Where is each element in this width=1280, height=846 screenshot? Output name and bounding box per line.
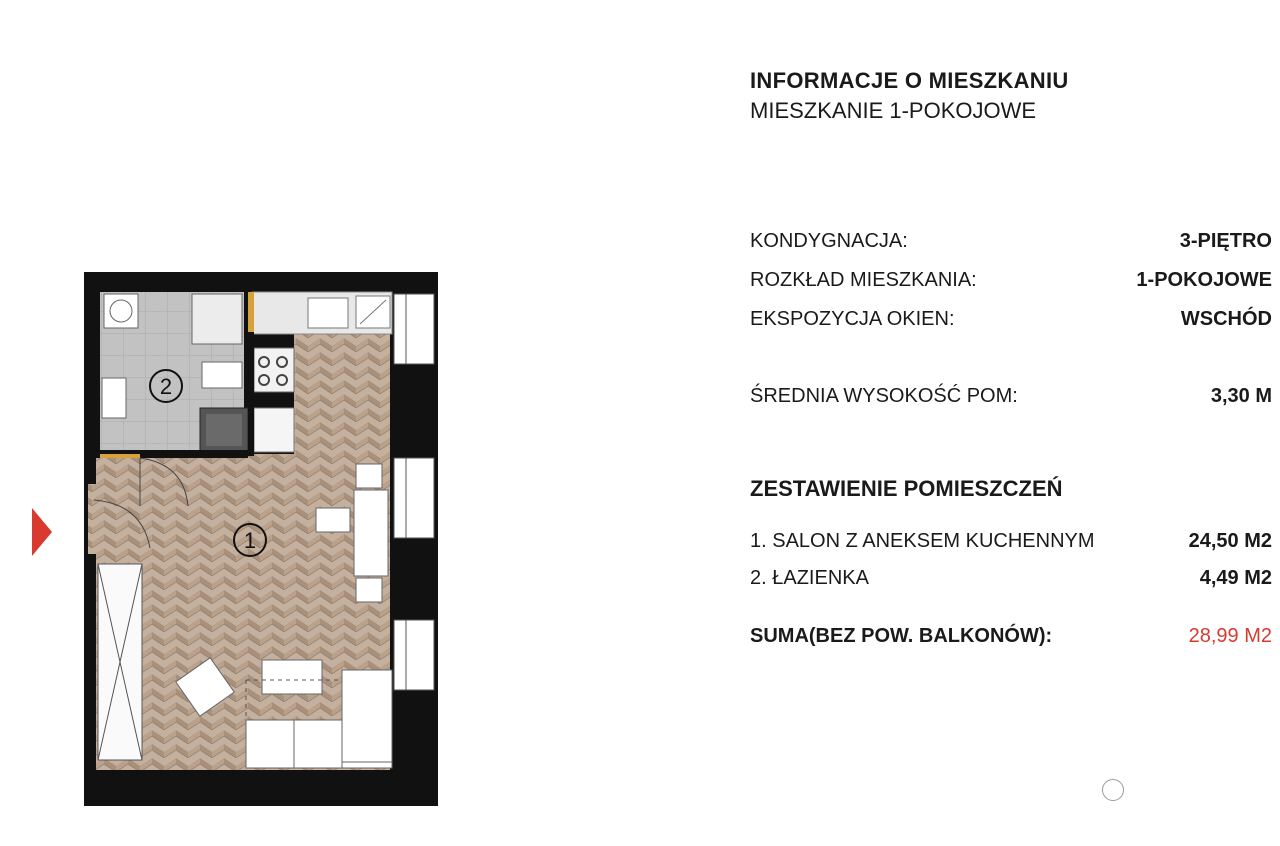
svg-text:2: 2 xyxy=(159,374,173,399)
info-title: INFORMACJE O MIESZKANIU xyxy=(750,68,1069,93)
kitchen-floor xyxy=(294,334,390,456)
table xyxy=(354,490,388,576)
detail-row-floor xyxy=(750,228,1272,254)
room-area: 4,49 M2 xyxy=(1199,567,1272,589)
chair xyxy=(316,508,350,532)
entrance-arrow-icon xyxy=(32,508,52,556)
total-value: 28,99 M2 xyxy=(1188,625,1272,647)
info-subtitle: MIESZKANIE 1-POKOJOWE xyxy=(750,98,1037,123)
total-area-row xyxy=(750,623,1272,649)
detail-label: EKSPOZYCJA OKIEN: xyxy=(750,308,955,330)
coffee-table xyxy=(262,660,322,694)
rooms-section-title: ZESTAWIENIE POMIESZCZEŃ xyxy=(750,476,1063,501)
room-row xyxy=(750,528,1272,554)
bath-sink xyxy=(102,378,126,418)
washing-machine xyxy=(104,294,138,328)
window xyxy=(394,294,434,364)
detail-value: 1-POKOJOWE xyxy=(1136,269,1272,291)
detail-label: ŚREDNIA WYSOKOŚĆ POM: xyxy=(750,385,1018,407)
detail-value: WSCHÓD xyxy=(1180,308,1272,330)
room-row xyxy=(750,565,1272,591)
detail-row-exposure xyxy=(750,306,1272,332)
window xyxy=(394,458,434,538)
svg-text:1: 1 xyxy=(243,528,257,553)
room-label: 2. ŁAZIENKA xyxy=(750,567,869,589)
shower xyxy=(192,294,242,344)
chair xyxy=(356,464,382,488)
window xyxy=(394,620,434,690)
oven xyxy=(254,408,294,452)
detail-value: 3-PIĘTRO xyxy=(1179,230,1272,252)
detail-label: KONDYGNACJA: xyxy=(750,230,908,252)
detail-label: ROZKŁAD MIESZKANIA: xyxy=(750,269,977,291)
room-label: 1. SALON Z ANEKSEM KUCHENNYM xyxy=(750,530,1095,552)
detail-row-height xyxy=(750,383,1272,409)
stove xyxy=(254,348,294,392)
floor-plan xyxy=(80,268,442,808)
chair xyxy=(356,578,382,602)
toilet xyxy=(202,362,242,388)
detail-row-layout xyxy=(750,267,1272,293)
total-label: SUMA(BEZ POW. BALKONÓW): xyxy=(750,625,1053,647)
circle-button[interactable] xyxy=(1102,779,1124,801)
sink xyxy=(308,298,348,328)
room-area: 24,50 M2 xyxy=(1188,530,1272,552)
apartment-info-panel xyxy=(750,66,1272,647)
detail-value: 3,30 M xyxy=(1210,385,1272,407)
entry-floor xyxy=(88,484,148,554)
